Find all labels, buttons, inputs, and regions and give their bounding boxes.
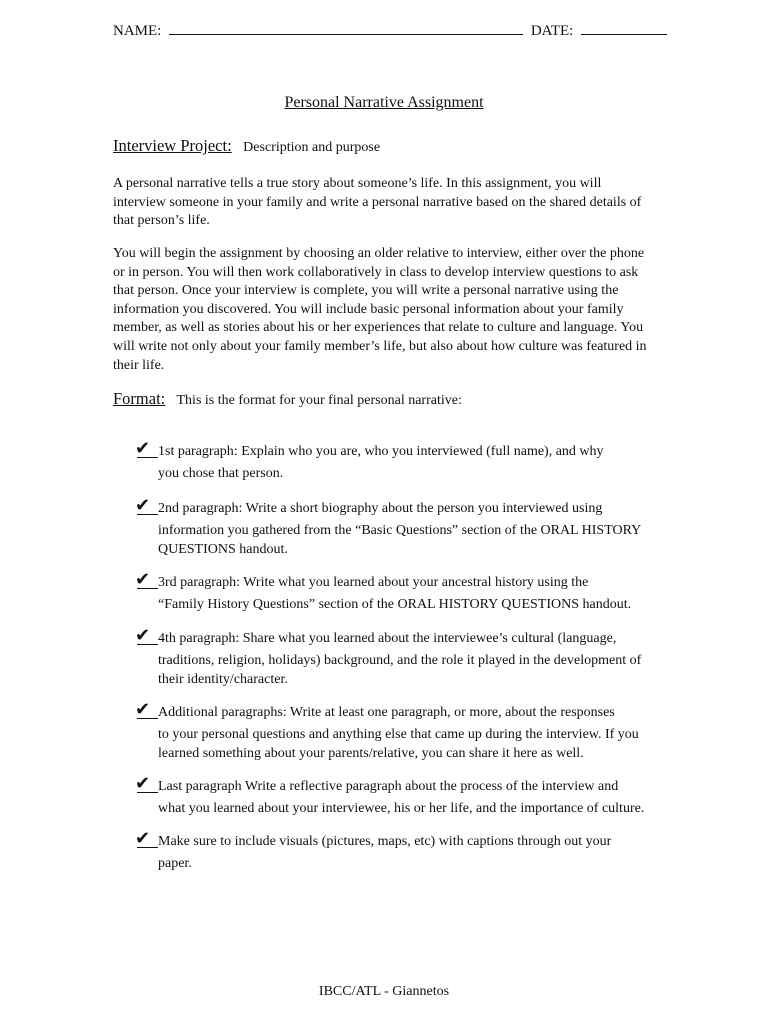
checkmark-icon: ✔ (135, 699, 151, 720)
date-field[interactable] (581, 22, 667, 35)
date-label: DATE: (530, 23, 574, 39)
checkmark-underline (137, 588, 158, 589)
name-field[interactable] (169, 22, 523, 35)
checklist-item-rest: information you gathered from the “Basic Questions” section of the ORAL HISTORY QUESTIONS handout. (158, 523, 641, 557)
checklist-item-rest: you chose that person. (158, 466, 284, 481)
format-checklist (135, 440, 655, 873)
checkmark-icon: ✔ (135, 438, 151, 459)
interview-section-subtitle: Description and purpose (243, 140, 381, 155)
checklist-item-first-line: Additional paragraphs: Write at least one paragraph, or more, about the responses (158, 705, 615, 720)
checkmark-underline (137, 792, 158, 793)
checklist-item-rest: paper. (158, 856, 192, 871)
checklist-item (135, 497, 655, 559)
checklist-item-rest: what you learned about your interviewee, his or her life, and the importance of culture. (158, 801, 645, 816)
checklist-item (135, 701, 655, 763)
interview-section-heading (113, 136, 380, 156)
checkmark-underline (137, 644, 158, 645)
format-section-label: Format: (113, 389, 166, 408)
checklist-item (135, 627, 655, 689)
format-section-heading (113, 389, 462, 409)
interview-section-label: Interview Project: (113, 136, 232, 155)
checklist-item (135, 571, 655, 614)
checkmark-icon: ✔ (135, 569, 151, 590)
checkmark-underline (137, 718, 158, 719)
header-line (113, 22, 653, 40)
checkmark-icon: ✔ (135, 773, 151, 794)
checklist-item-first-line: 4th paragraph: Share what you learned about the interviewee’s cultural (language, (158, 631, 617, 646)
checklist-item-first-line: 2nd paragraph: Write a short biography about the person you interviewed using (158, 501, 603, 516)
name-label: NAME: (113, 23, 162, 39)
page-footer: IBCC/ATL - Giannetos (318, 984, 450, 999)
checkmark-icon: ✔ (135, 495, 151, 516)
format-section-subtitle: This is the format for your final personal narrative: (176, 393, 462, 408)
checkmark-underline (137, 847, 158, 848)
checklist-item-first-line: 3rd paragraph: Write what you learned about your ancestral history using the (158, 575, 589, 590)
checklist-item (135, 775, 655, 818)
assignment-paragraph: You will begin the assignment by choosing an older relative to interview, either over the phone or in person. You will then work collaboratively in class to develop interview questions to ask that person. Once your interview is complete, you will write a personal narrative using the information you discovered. You will include basic personal information about your family member, as well as stories about his or her experiences that relate to culture and language. You will write not only about your family member’s life, but also about how culture was featured in their life. (113, 246, 647, 373)
checkmark-underline (137, 457, 158, 458)
checklist-item-first-line: Last paragraph Write a reflective paragraph about the process of the interview and (158, 779, 619, 794)
checklist-item (135, 440, 655, 483)
checkmark-icon: ✔ (135, 828, 151, 849)
page-title (0, 94, 768, 112)
intro-paragraph: A personal narrative tells a true story about someone’s life. In this assignment, you will interview someone in your family and write a personal narrative based on the shared details of that person’s life. (113, 176, 642, 229)
checklist-item-first-line: Make sure to include visuals (pictures, maps, etc) with captions through out your (158, 834, 612, 849)
checklist-item (135, 830, 655, 873)
checkmark-icon: ✔ (135, 625, 151, 646)
checklist-item-first-line: 1st paragraph: Explain who you are, who you interviewed (full name), and why (158, 444, 604, 459)
checklist-item-rest: “Family History Questions” section of the ORAL HISTORY QUESTIONS handout. (158, 597, 632, 612)
title-text: Personal Narrative Assignment (284, 94, 484, 111)
checklist-item-rest: to your personal questions and anything else that came up during the interview. If you learned something about your parents/relative, you can share it here as well. (158, 727, 639, 761)
checklist-item-rest: traditions, religion, holidays) background, and the role it played in the development of their identity/character. (158, 653, 642, 687)
checkmark-underline (137, 514, 158, 515)
